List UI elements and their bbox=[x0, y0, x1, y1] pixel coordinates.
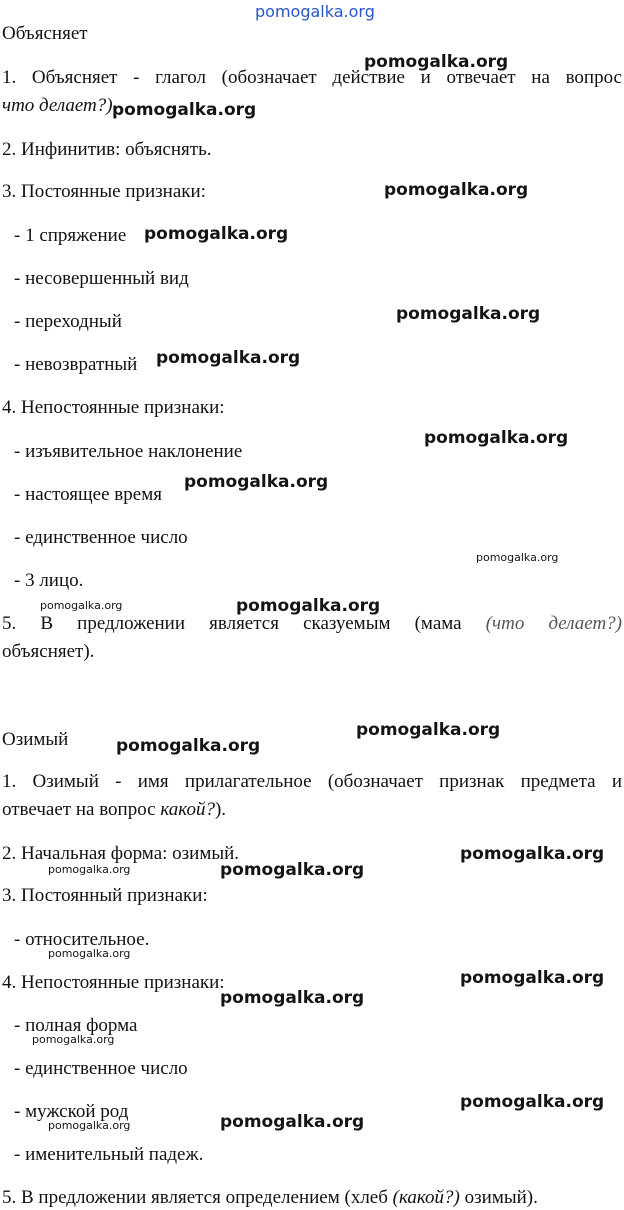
watermark: pomogalka.org bbox=[40, 599, 123, 612]
s2-item5 bbox=[2, 1186, 538, 1210]
s1-item1-line2: что делает?). bbox=[2, 95, 118, 116]
watermark: pomogalka.org bbox=[48, 863, 131, 876]
s2-item1-line1: 1. Озимый - имя прилагательное (обозначает признак предмета и bbox=[2, 771, 622, 792]
watermark: pomogalka.org bbox=[424, 428, 569, 448]
watermark: pomogalka.org bbox=[184, 472, 329, 492]
s1-constant-item: - переходный bbox=[14, 311, 122, 332]
s1-variable-item: - настоящее время bbox=[14, 484, 162, 505]
s2-item1-text: отвечает на вопрос bbox=[2, 799, 156, 820]
s2-variable-item: - единственное число bbox=[14, 1058, 188, 1079]
watermark: pomogalka.org bbox=[236, 596, 381, 616]
s2-variable-item: - полная форма bbox=[14, 1015, 138, 1036]
watermark: pomogalka.org bbox=[220, 1112, 365, 1132]
watermark: pomogalka.org bbox=[384, 180, 529, 200]
s1-constant-item: - несовершенный вид bbox=[14, 268, 189, 289]
s1-item5-line2: объясняет). bbox=[2, 641, 95, 662]
s2-item5-text: 5. В предложении является определением (хлеб bbox=[2, 1187, 388, 1208]
watermark: pomogalka.org bbox=[48, 947, 131, 960]
word-title-1: Объясняет bbox=[2, 23, 88, 44]
s1-item2: 2. Инфинитив: объяснять. bbox=[2, 139, 212, 160]
s1-variable-item: - единственное число bbox=[14, 527, 188, 548]
s1-constant-item: - 1 спряжение bbox=[14, 225, 127, 246]
watermark-top: pomogalka.org bbox=[255, 2, 375, 21]
s1-constant-item: - невозвратный bbox=[14, 354, 138, 375]
s1-item4-title: 4. Непостоянные признаки: bbox=[2, 397, 225, 418]
watermark: pomogalka.org bbox=[32, 1033, 115, 1046]
watermark: pomogalka.org bbox=[112, 100, 257, 120]
s2-item5-question: (какой?) bbox=[392, 1187, 460, 1208]
s1-item3-title: 3. Постоянные признаки: bbox=[2, 181, 206, 202]
s1-item1-line1: 1. Объясняет - глагол (обозначает действие и отвечает на вопрос bbox=[2, 67, 622, 88]
s1-item5-text: 5. В предложении является сказуемым (мама bbox=[2, 613, 462, 634]
watermark: pomogalka.org bbox=[116, 736, 261, 756]
watermark: pomogalka.org bbox=[460, 968, 605, 988]
watermark: pomogalka.org bbox=[460, 844, 605, 864]
watermark: pomogalka.org bbox=[48, 1119, 131, 1132]
watermark: pomogalka.org bbox=[460, 1092, 605, 1112]
s2-item2: 2. Начальная форма: озимый. bbox=[2, 843, 240, 864]
watermark: pomogalka.org bbox=[220, 860, 365, 880]
watermark: pomogalka.org bbox=[356, 720, 501, 740]
watermark: pomogalka.org bbox=[396, 304, 541, 324]
s2-item1-line2 bbox=[2, 798, 226, 822]
s2-item4-title: 4. Непостоянные признаки: bbox=[2, 972, 225, 993]
word-title-2: Озимый bbox=[2, 729, 69, 750]
s2-item1-close: ). bbox=[214, 799, 227, 820]
watermark: pomogalka.org bbox=[476, 551, 559, 564]
watermark: pomogalka.org bbox=[364, 52, 509, 72]
s1-variable-item: - изъявительное наклонение bbox=[14, 441, 243, 462]
s1-item5-question: (что делает?) bbox=[485, 613, 623, 634]
s2-constant-item: - относительное. bbox=[14, 929, 150, 950]
s2-item3-title: 3. Постоянный признаки: bbox=[2, 885, 208, 906]
s2-item1-question: какой? bbox=[160, 799, 215, 820]
s2-variable-item: - именительный падеж. bbox=[14, 1144, 204, 1165]
watermark: pomogalka.org bbox=[156, 348, 301, 368]
watermark: pomogalka.org bbox=[144, 224, 289, 244]
s2-item5-word: озимый). bbox=[464, 1187, 538, 1208]
watermark: pomogalka.org bbox=[220, 988, 365, 1008]
s1-variable-item: - 3 лицо. bbox=[14, 570, 84, 591]
s2-variable-item: - мужской род bbox=[14, 1101, 129, 1122]
